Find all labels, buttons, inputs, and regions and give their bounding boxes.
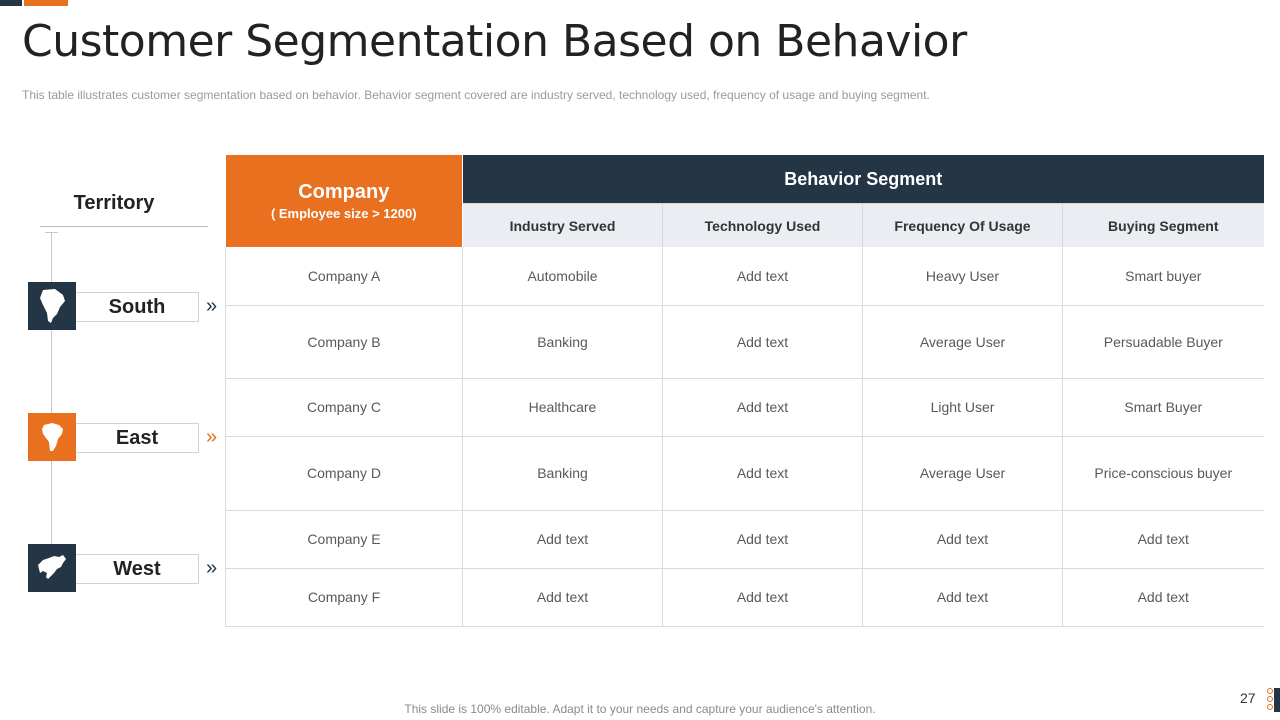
north-america-map-icon: [28, 544, 76, 592]
territory-divider: [40, 226, 208, 227]
table-cell: Add text: [1063, 568, 1264, 626]
region-label-west: West: [76, 554, 199, 584]
slide-title: Customer Segmentation Based on Behavior: [22, 16, 967, 67]
company-header-subtitle: ( Employee size > 1200): [270, 206, 417, 221]
top-accent-bar-dark: [0, 0, 22, 6]
table-cell: Add text: [663, 510, 863, 568]
table-cell: Add text: [663, 305, 863, 378]
table-row: [226, 436, 1264, 510]
segmentation-table: [225, 155, 1263, 627]
table-cell: Company A: [226, 247, 463, 305]
table-cell: Company C: [226, 378, 463, 436]
behavior-segment-header: Behavior Segment: [463, 155, 1264, 204]
chevron-right-icon: »: [206, 557, 218, 579]
south-america-map-icon: [28, 282, 76, 330]
table-cell: Banking: [463, 436, 663, 510]
table-cell: Company D: [226, 436, 463, 510]
chevron-right-icon: »: [206, 426, 218, 448]
company-column-header: [226, 155, 463, 247]
region-label-south: South: [76, 292, 199, 322]
table-cell: Heavy User: [863, 247, 1063, 305]
company-header-title: Company: [298, 181, 390, 203]
column-header-industry: Industry Served: [463, 204, 663, 248]
table-row: [226, 510, 1264, 568]
corner-accent-strip: [1274, 688, 1280, 712]
table-cell: Healthcare: [463, 378, 663, 436]
region-east: [28, 413, 220, 461]
table-cell: Smart buyer: [1063, 247, 1264, 305]
table-row: [226, 378, 1264, 436]
corner-dots-icon: [1267, 688, 1273, 712]
column-header-frequency: Frequency Of Usage: [863, 204, 1063, 248]
table-cell: Company E: [226, 510, 463, 568]
table-cell: Add text: [663, 568, 863, 626]
slide-footer: This slide is 100% editable. Adapt it to your needs and capture your audience's attention.: [404, 702, 876, 716]
table-cell: Add text: [663, 247, 863, 305]
table-cell: Smart Buyer: [1063, 378, 1264, 436]
table-row: [226, 568, 1264, 626]
region-label-east: East: [76, 423, 199, 453]
column-header-technology: Technology Used: [663, 204, 863, 248]
table-cell: Average User: [863, 436, 1063, 510]
table-cell: Add text: [863, 510, 1063, 568]
column-header-buying: Buying Segment: [1063, 204, 1264, 248]
table-cell: Add text: [663, 436, 863, 510]
table-row: [226, 247, 1264, 305]
region-south: [28, 282, 220, 330]
territory-heading: Territory: [73, 192, 155, 214]
table-cell: Banking: [463, 305, 663, 378]
table-cell: Price-conscious buyer: [1063, 436, 1264, 510]
table-cell: Persuadable Buyer: [1063, 305, 1264, 378]
table-row: [226, 305, 1264, 378]
table-cell: Add text: [1063, 510, 1264, 568]
top-accent-bar-orange: [24, 0, 68, 6]
page-number: 27: [1240, 690, 1256, 706]
table-cell: Add text: [463, 510, 663, 568]
table-cell: Light User: [863, 378, 1063, 436]
slide-subtitle: This table illustrates customer segmentation based on behavior. Behavior segment covered are industry served, technology used, frequency of usage and buying segment.: [22, 88, 930, 102]
africa-map-icon: [28, 413, 76, 461]
table-cell: Company B: [226, 305, 463, 378]
table-cell: Company F: [226, 568, 463, 626]
table-cell: Automobile: [463, 247, 663, 305]
chevron-right-icon: »: [206, 295, 218, 317]
table-cell: Add text: [863, 568, 1063, 626]
region-west: [28, 544, 220, 592]
table-cell: Add text: [463, 568, 663, 626]
table-cell: Add text: [663, 378, 863, 436]
table-cell: Average User: [863, 305, 1063, 378]
